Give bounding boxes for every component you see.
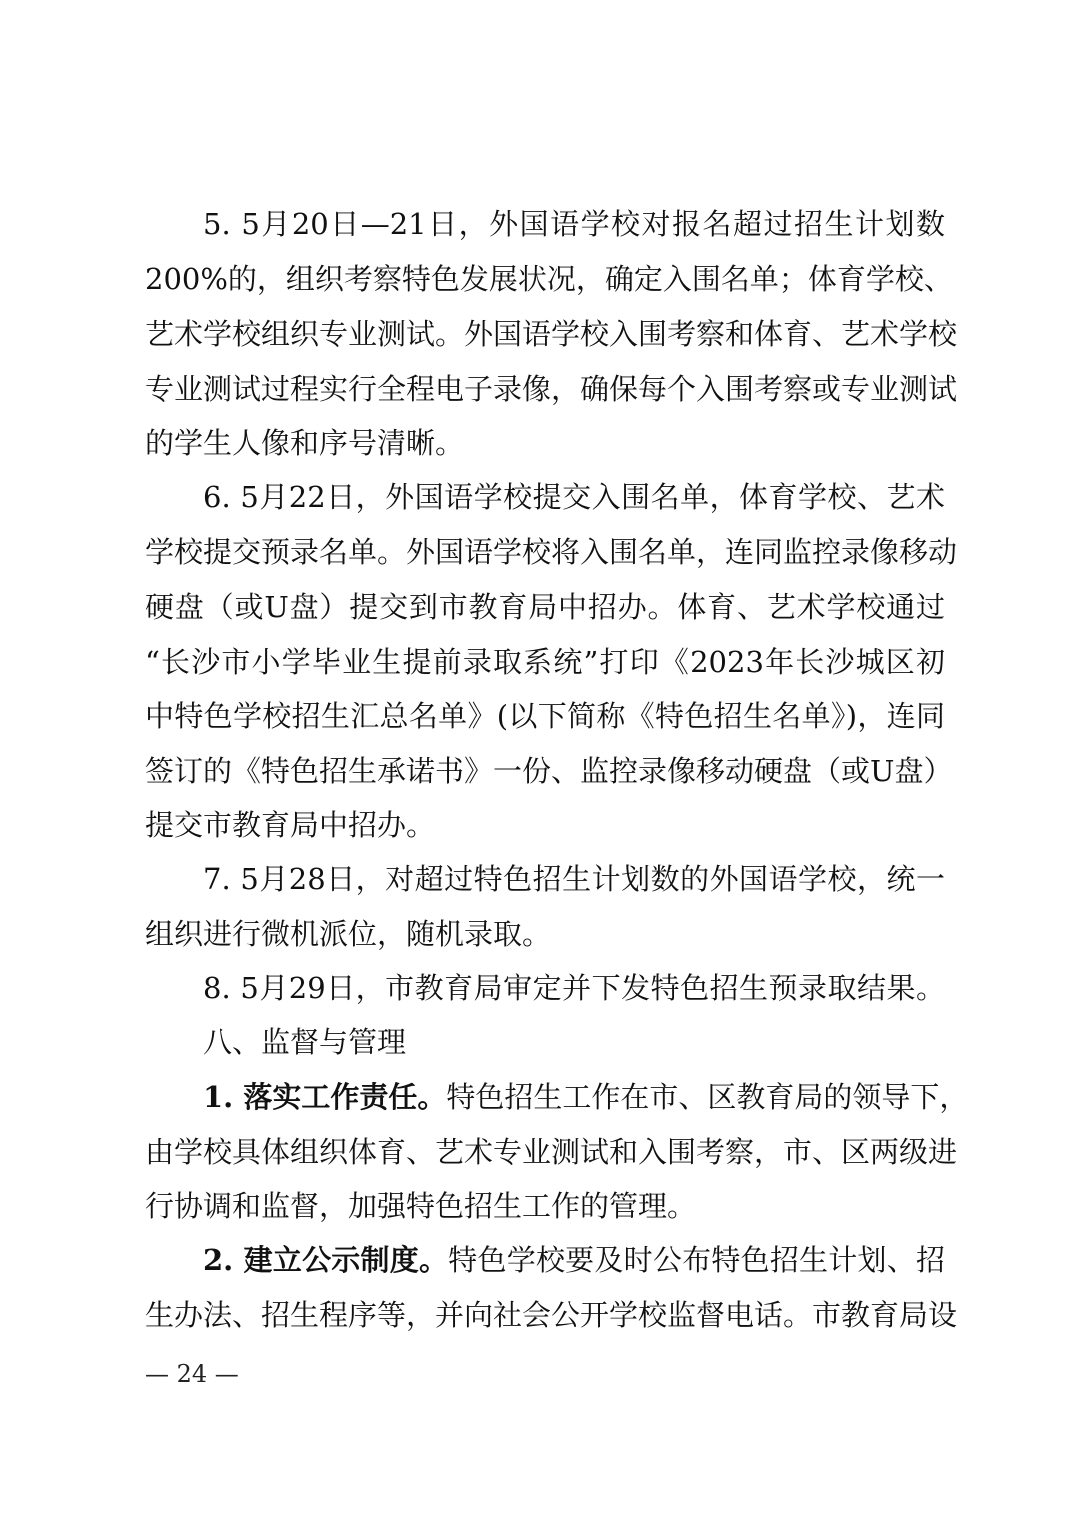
paragraph-line: “长沙市小学毕业生提前录取系统”打印《2023年长沙城区初: [145, 645, 945, 679]
paragraph-text: 特色招生工作在市、区教育局的领导下，: [446, 1080, 969, 1114]
paragraph-line-with-label: [203, 1240, 945, 1280]
section-heading: 八、监督与管理: [203, 1025, 407, 1059]
paragraph-line: 的学生人像和序号清晰。: [145, 426, 465, 460]
paragraph-line: 生办法、招生程序等，并向社会公开学校监督电话。市教育局设: [145, 1298, 958, 1332]
paragraph-line: 签订的《特色招生承诺书》一份、监控录像移动硬盘（或U盘）: [145, 754, 953, 788]
paragraph-line: 7. 5月28日，对超过特色招生计划数的外国语学校，统一: [203, 862, 945, 896]
paragraph-line: 硬盘（或U盘）提交到市教育局中招办。体育、艺术学校通过: [145, 590, 945, 624]
paragraph-line: 组织进行微机派位，随机录取。: [145, 917, 552, 951]
bold-label: 2. 建立公示制度。: [203, 1243, 449, 1277]
page-number: — 24 —: [145, 1360, 239, 1388]
paragraph-line: 专业测试过程实行全程电子录像，确保每个入围考察或专业测试: [145, 372, 958, 406]
bold-label: 1. 落实工作责任。: [203, 1080, 447, 1114]
paragraph-line: 行协调和监督，加强特色招生工作的管理。: [145, 1189, 697, 1223]
paragraph-line: 学校提交预录名单。外国语学校将入围名单，连同监控录像移动: [145, 535, 958, 569]
paragraph-line: 6. 5月22日，外国语学校提交入围名单，体育学校、艺术: [203, 480, 945, 514]
paragraph-line: 由学校具体组织体育、艺术专业测试和入围考察，市、区两级进: [145, 1135, 958, 1169]
paragraph-line: 8. 5月29日，市教育局审定并下发特色招生预录取结果。: [203, 971, 945, 1005]
paragraph-line: 提交市教育局中招办。: [145, 808, 436, 842]
paragraph-line: 200%的，组织考察特色发展状况，确定入围名单；体育学校、: [145, 262, 953, 296]
paragraph-line: 中特色学校招生汇总名单》(以下简称《特色招生名单》)，连同: [145, 699, 945, 733]
paragraph-line: 5. 5月20日—21日，外国语学校对报名超过招生计划数: [203, 207, 945, 241]
paragraph-line: 艺术学校组织专业测试。外国语学校入围考察和体育、艺术学校: [145, 317, 958, 351]
paragraph-line-with-label: [203, 1077, 969, 1117]
paragraph-text: 特色学校要及时公布特色招生计划、招: [448, 1243, 945, 1277]
